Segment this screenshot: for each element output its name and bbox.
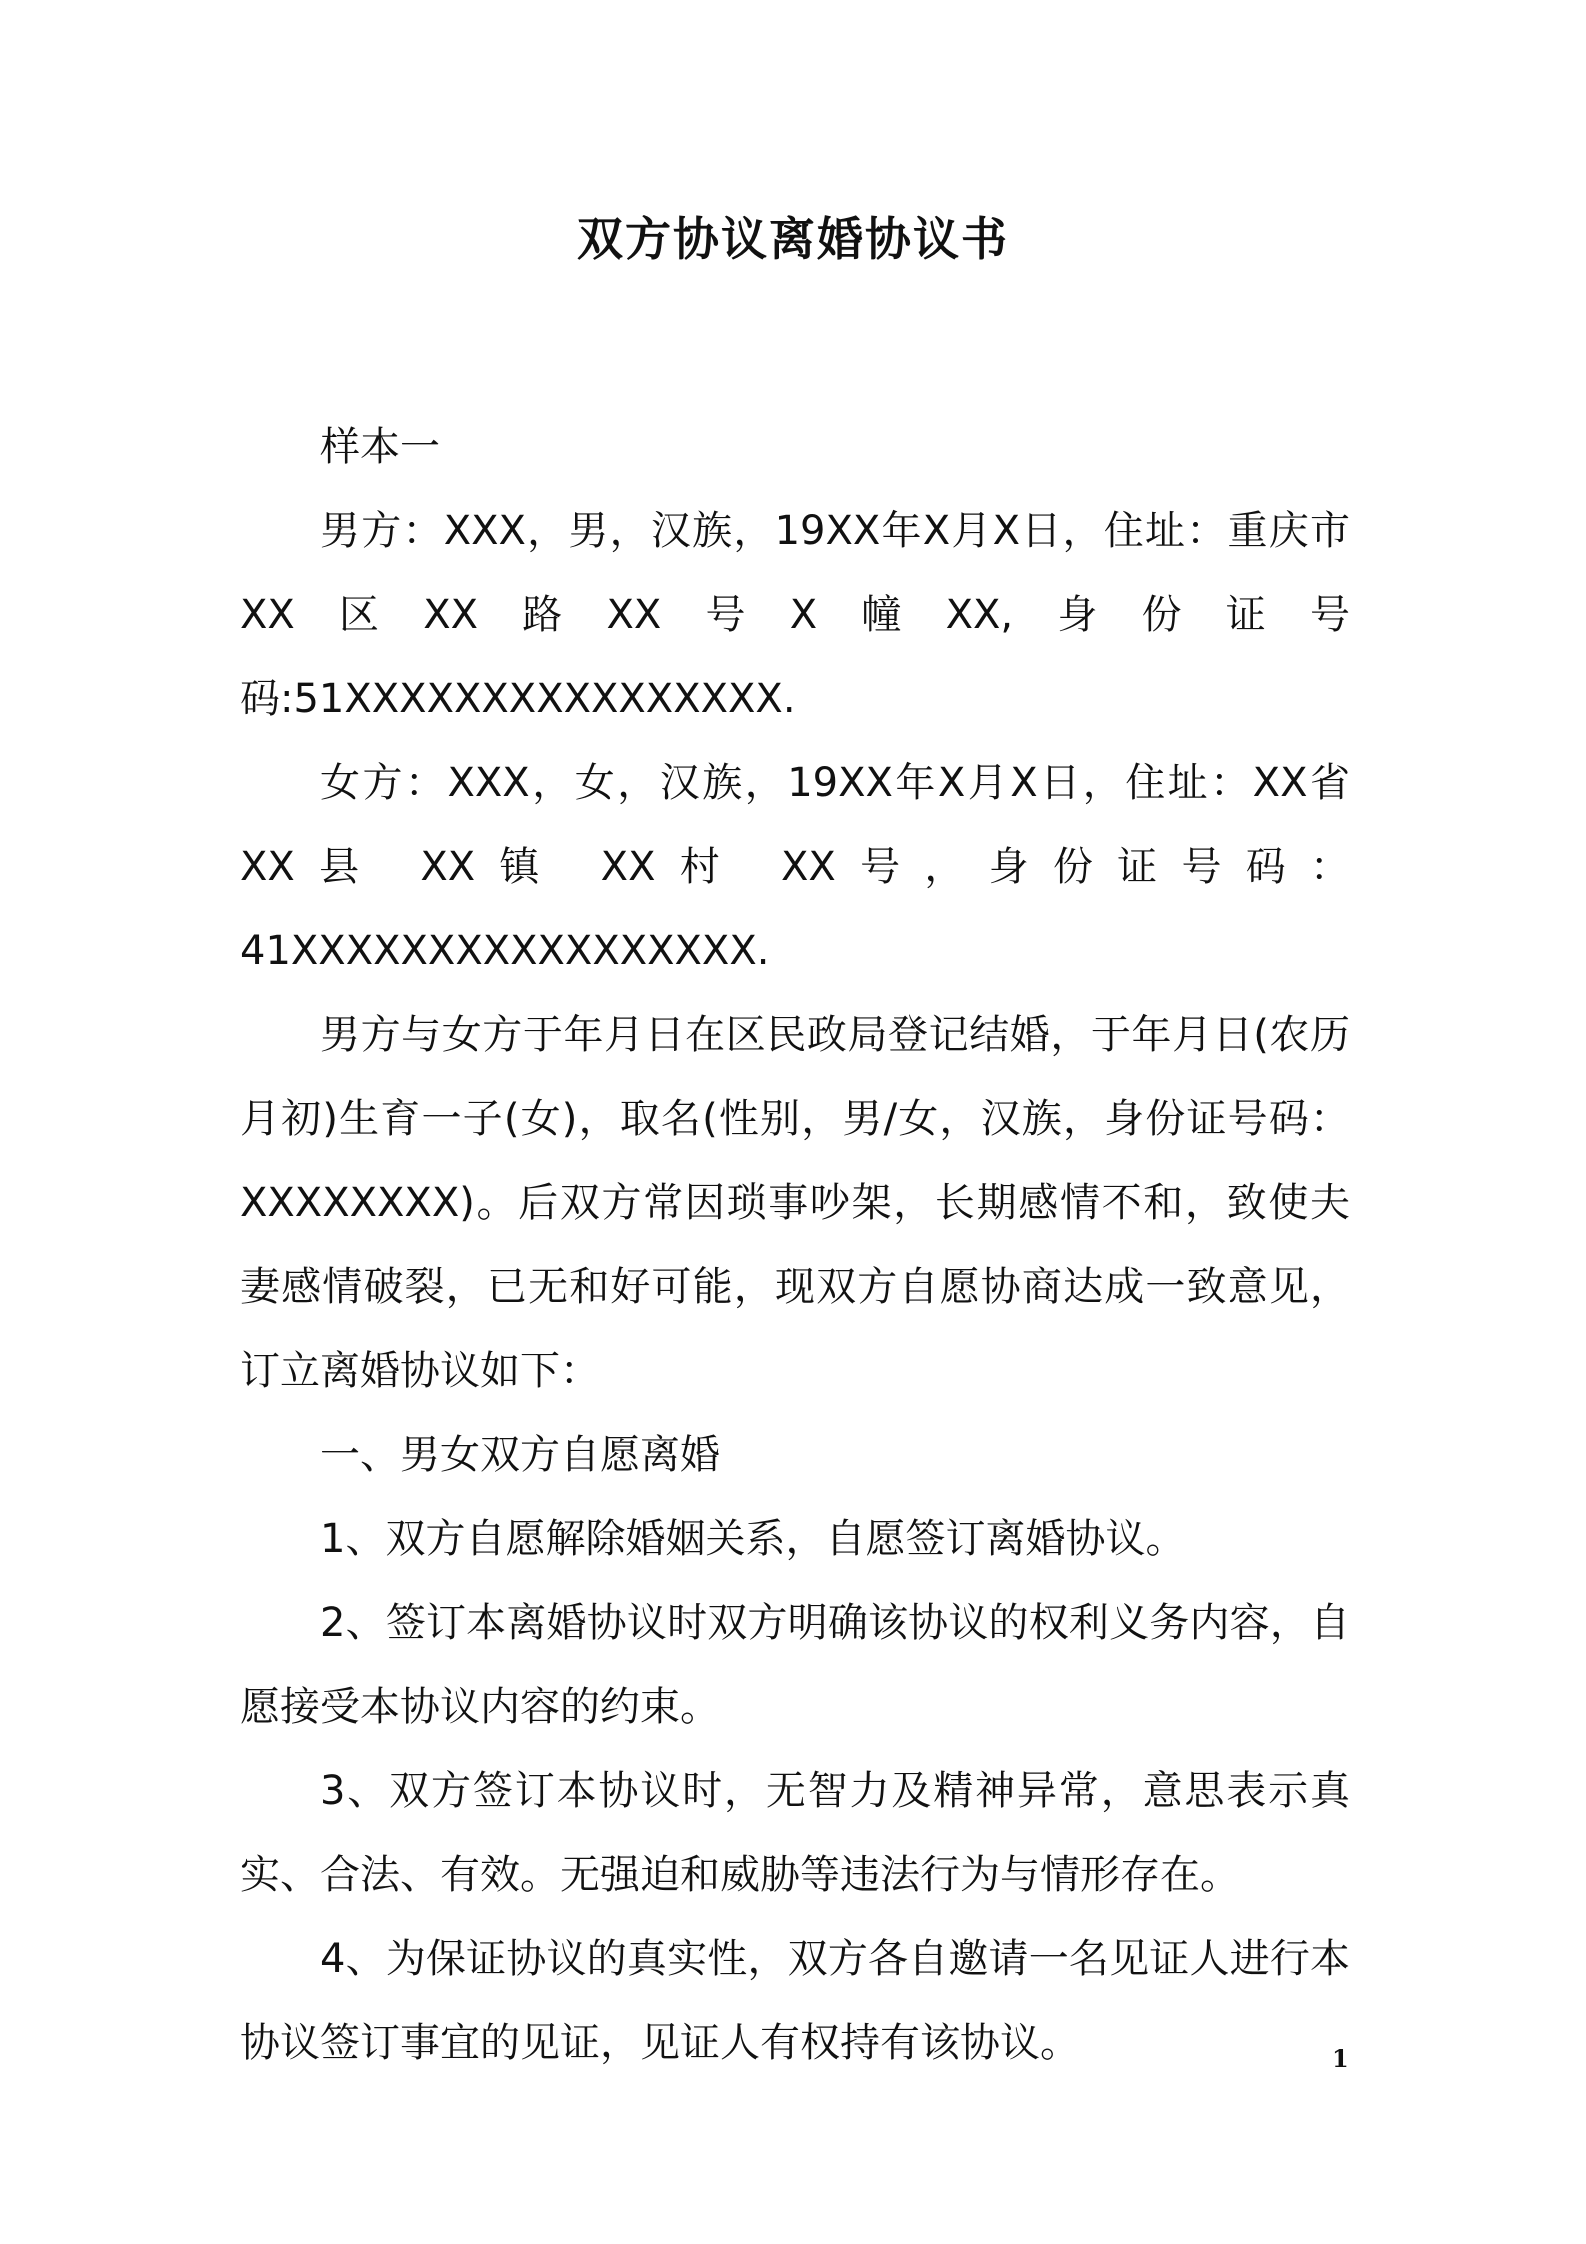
document-body <box>240 405 1350 2085</box>
female-party-info: 女方：XXX，女，汉族，19XX年X月X日，住址：XX省XX县 XX镇 XX村 XX号，身份证号码：41XXXXXXXXXXXXXXXXX. <box>240 760 1350 974</box>
page-title: 双方协议离婚协议书 <box>577 212 1009 266</box>
clause-1: 1、双方自愿解除婚姻关系，自愿签订离婚协议。 <box>320 1516 1186 1562</box>
male-party-info: 男方：XXX，男，汉族，19XX年X月X日，住址：重庆市XX区XX路XX号X幢XX,身份证号码:51XXXXXXXXXXXXXXXX. <box>240 508 1350 722</box>
section-heading-1: 一、男女双方自愿离婚 <box>320 1432 720 1478</box>
page-number: 1 <box>1332 2044 1349 2073</box>
marriage-background: 男方与女方于年月日在区民政局登记结婚，于年月日(农历月初)生育一子(女)，取名(性别，男/女，汉族，身份证号码：XXXXXXXX)。后双方常因琐事吵架，长期感情不和，致使夫妻感情破裂，已无和好可能，现双方自愿协商达成一致意见，订立离婚协议如下： <box>240 1012 1350 1394</box>
sample-heading: 样本一 <box>320 424 440 470</box>
clause-4: 4、为保证协议的真实性，双方各自邀请一名见证人进行本协议签订事宜的见证，见证人有权持有该协议。 <box>240 1936 1350 2066</box>
clause-3: 3、双方签订本协议时，无智力及精神异常，意思表示真实、合法、有效。无强迫和威胁等违法行为与情形存在。 <box>240 1768 1350 1898</box>
clause-2: 2、签订本离婚协议时双方明确该协议的权利义务内容，自愿接受本协议内容的约束。 <box>240 1600 1350 1730</box>
